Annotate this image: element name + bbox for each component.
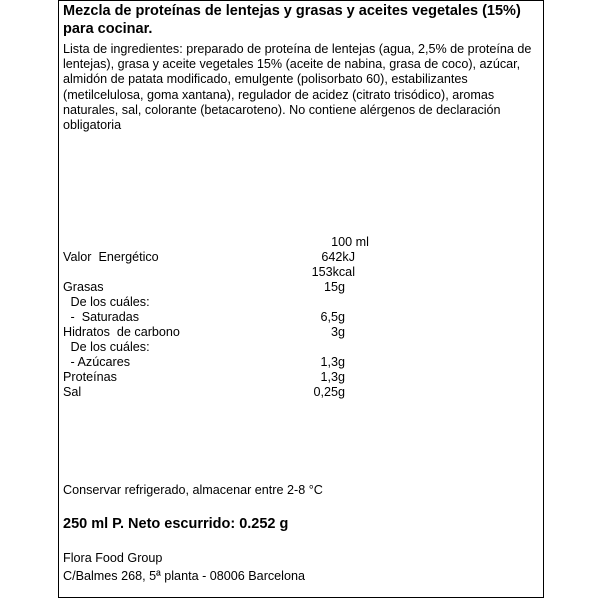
nutrition-name: - Azúcares xyxy=(67,355,130,369)
net-content: 250 ml P. Neto escurrido: 0.252 g xyxy=(63,516,289,532)
nutrition-value: 0,25g xyxy=(313,385,345,399)
nutrition-row-protein xyxy=(63,370,543,385)
nutrition-name: De los cuáles: xyxy=(67,295,150,309)
nutrition-row-fat-subheading xyxy=(63,295,543,310)
nutrition-value: 1,3g xyxy=(320,370,345,384)
nutrition-name: Hidratos de carbono xyxy=(63,325,180,339)
product-title: Mezcla de proteínas de lentejas y grasas y aceites vegetales (15%) para cocinar. xyxy=(63,3,521,37)
nutrition-name: Sal xyxy=(63,385,82,399)
nutrition-per-label: 100 ml xyxy=(331,235,369,249)
nutrition-value: 6,5g xyxy=(320,310,345,324)
nutrition-row-carbohydrates xyxy=(63,325,543,340)
ingredients-list: Lista de ingredientes: preparado de proteína de lentejas (agua, 2,5% de proteína de lentejas), grasa y aceite vegetales 15% (aceite de nabina, grasa de coco), azúcar, almidón de patata modificado, emulgente (polisorbato 60), estabilizantes (metilcelulosa, goma xantana), regulador de acidez (citrato trisódico), aromas naturales, sal, colorante (betacaroteno). No contiene alérgenos de declaración obligatoria xyxy=(63,42,532,133)
nutrition-row-salt xyxy=(63,385,543,400)
nutrition-table xyxy=(63,235,543,405)
nutrition-name: Proteínas xyxy=(63,370,117,384)
nutrition-row-saturates xyxy=(63,310,543,325)
nutrition-name: - Saturadas xyxy=(67,310,140,324)
nutrition-value: 153kcal xyxy=(311,265,355,279)
nutrition-value: 642kJ xyxy=(321,250,355,264)
nutrition-row-energy-kj xyxy=(63,250,543,265)
nutrition-name: De los cuáles: xyxy=(67,340,150,354)
nutrition-value: 15g xyxy=(323,280,345,294)
nutrition-value: 3g xyxy=(330,325,345,339)
nutrition-row-energy-kcal xyxy=(63,265,543,280)
nutrition-name: Valor Energético xyxy=(63,250,159,264)
company-name: Flora Food Group xyxy=(63,551,163,565)
storage-instructions: Conservar refrigerado, almacenar entre 2-8 °C xyxy=(63,483,323,497)
company-address: C/Balmes 268, 5ª planta - 08006 Barcelona xyxy=(63,569,305,583)
nutrition-value: 1,3g xyxy=(320,355,345,369)
nutrition-row-fat xyxy=(63,280,543,295)
nutrition-name: Grasas xyxy=(63,280,104,294)
nutrition-row-carb-subheading xyxy=(63,340,543,355)
nutrition-row-sugars xyxy=(63,355,543,370)
product-label xyxy=(58,0,544,598)
